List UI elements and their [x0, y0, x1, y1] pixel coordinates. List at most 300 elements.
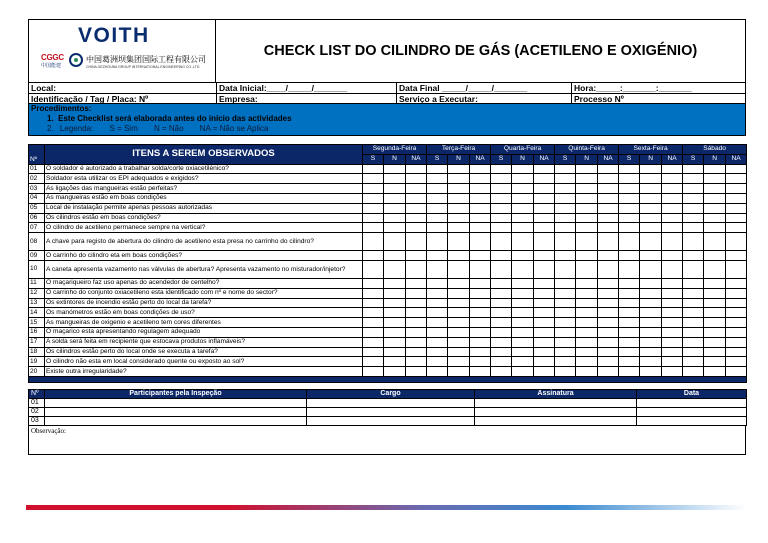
- answer-cell[interactable]: [662, 203, 683, 213]
- answer-cell[interactable]: [662, 318, 683, 328]
- answer-cell[interactable]: [619, 174, 640, 184]
- answer-cell[interactable]: [427, 337, 448, 347]
- answer-cell[interactable]: [640, 164, 662, 174]
- answer-cell[interactable]: [384, 203, 406, 213]
- answer-cell[interactable]: [427, 347, 448, 357]
- answer-cell[interactable]: [640, 223, 662, 233]
- data-inicial-field[interactable]: Data Inicial:____/_____/_______: [216, 83, 396, 93]
- answer-cell[interactable]: [555, 357, 576, 367]
- answer-cell[interactable]: [683, 184, 704, 194]
- answer-cell[interactable]: [406, 193, 427, 203]
- servico-field[interactable]: Serviço a Executar:: [396, 94, 571, 103]
- hora-field[interactable]: Hora:_____:_______:_______: [571, 83, 745, 93]
- answer-cell[interactable]: [427, 164, 448, 174]
- answer-cell[interactable]: [363, 193, 384, 203]
- answer-cell[interactable]: [640, 203, 662, 213]
- answer-cell[interactable]: [384, 233, 406, 251]
- answer-cell[interactable]: [363, 164, 384, 174]
- answer-cell[interactable]: [448, 308, 470, 318]
- answer-cell[interactable]: [662, 347, 683, 357]
- answer-cell[interactable]: [427, 327, 448, 337]
- answer-cell[interactable]: [640, 347, 662, 357]
- answer-cell[interactable]: [619, 347, 640, 357]
- data-cell[interactable]: [637, 407, 747, 416]
- answer-cell[interactable]: [534, 174, 555, 184]
- answer-cell[interactable]: [534, 327, 555, 337]
- data-cell[interactable]: [637, 416, 747, 425]
- answer-cell[interactable]: [384, 288, 406, 298]
- answer-cell[interactable]: [512, 203, 534, 213]
- answer-cell[interactable]: [491, 203, 512, 213]
- answer-cell[interactable]: [683, 337, 704, 347]
- answer-cell[interactable]: [683, 308, 704, 318]
- answer-cell[interactable]: [662, 184, 683, 194]
- answer-cell[interactable]: [726, 164, 747, 174]
- answer-cell[interactable]: [470, 164, 491, 174]
- answer-cell[interactable]: [704, 298, 726, 308]
- answer-cell[interactable]: [384, 223, 406, 233]
- answer-cell[interactable]: [363, 308, 384, 318]
- answer-cell[interactable]: [406, 233, 427, 251]
- answer-cell[interactable]: [598, 164, 619, 174]
- answer-cell[interactable]: [470, 174, 491, 184]
- answer-cell[interactable]: [576, 193, 598, 203]
- answer-cell[interactable]: [384, 278, 406, 288]
- answer-cell[interactable]: [406, 318, 427, 328]
- answer-cell[interactable]: [491, 318, 512, 328]
- answer-cell[interactable]: [576, 308, 598, 318]
- answer-cell[interactable]: [683, 251, 704, 261]
- answer-cell[interactable]: [576, 337, 598, 347]
- answer-cell[interactable]: [470, 347, 491, 357]
- answer-cell[interactable]: [726, 327, 747, 337]
- answer-cell[interactable]: [363, 213, 384, 223]
- answer-cell[interactable]: [512, 318, 534, 328]
- answer-cell[interactable]: [363, 184, 384, 194]
- answer-cell[interactable]: [534, 223, 555, 233]
- answer-cell[interactable]: [512, 367, 534, 377]
- answer-cell[interactable]: [384, 251, 406, 261]
- answer-cell[interactable]: [640, 251, 662, 261]
- answer-cell[interactable]: [726, 193, 747, 203]
- answer-cell[interactable]: [470, 203, 491, 213]
- answer-cell[interactable]: [704, 184, 726, 194]
- answer-cell[interactable]: [704, 318, 726, 328]
- answer-cell[interactable]: [448, 164, 470, 174]
- answer-cell[interactable]: [576, 223, 598, 233]
- answer-cell[interactable]: [534, 308, 555, 318]
- answer-cell[interactable]: [512, 298, 534, 308]
- answer-cell[interactable]: [704, 278, 726, 288]
- answer-cell[interactable]: [406, 251, 427, 261]
- answer-cell[interactable]: [448, 203, 470, 213]
- answer-cell[interactable]: [726, 184, 747, 194]
- answer-cell[interactable]: [534, 318, 555, 328]
- answer-cell[interactable]: [619, 223, 640, 233]
- answer-cell[interactable]: [619, 184, 640, 194]
- answer-cell[interactable]: [598, 174, 619, 184]
- answer-cell[interactable]: [662, 164, 683, 174]
- answer-cell[interactable]: [555, 164, 576, 174]
- answer-cell[interactable]: [640, 337, 662, 347]
- answer-cell[interactable]: [512, 347, 534, 357]
- answer-cell[interactable]: [598, 367, 619, 377]
- answer-cell[interactable]: [363, 327, 384, 337]
- answer-cell[interactable]: [619, 318, 640, 328]
- data-final-field[interactable]: Data Final _____/_____/_______: [396, 83, 571, 93]
- answer-cell[interactable]: [384, 184, 406, 194]
- answer-cell[interactable]: [640, 213, 662, 223]
- answer-cell[interactable]: [512, 337, 534, 347]
- answer-cell[interactable]: [384, 213, 406, 223]
- answer-cell[interactable]: [512, 213, 534, 223]
- answer-cell[interactable]: [406, 367, 427, 377]
- answer-cell[interactable]: [448, 327, 470, 337]
- answer-cell[interactable]: [427, 233, 448, 251]
- answer-cell[interactable]: [640, 318, 662, 328]
- answer-cell[interactable]: [491, 367, 512, 377]
- answer-cell[interactable]: [512, 223, 534, 233]
- answer-cell[interactable]: [704, 337, 726, 347]
- answer-cell[interactable]: [726, 223, 747, 233]
- processo-field[interactable]: Processo Nº: [571, 94, 745, 103]
- answer-cell[interactable]: [491, 357, 512, 367]
- answer-cell[interactable]: [406, 337, 427, 347]
- answer-cell[interactable]: [640, 288, 662, 298]
- answer-cell[interactable]: [427, 213, 448, 223]
- answer-cell[interactable]: [726, 347, 747, 357]
- answer-cell[interactable]: [619, 308, 640, 318]
- answer-cell[interactable]: [448, 347, 470, 357]
- answer-cell[interactable]: [491, 164, 512, 174]
- participant-name-cell[interactable]: [45, 398, 307, 407]
- answer-cell[interactable]: [576, 318, 598, 328]
- answer-cell[interactable]: [598, 298, 619, 308]
- answer-cell[interactable]: [534, 184, 555, 194]
- answer-cell[interactable]: [470, 318, 491, 328]
- answer-cell[interactable]: [555, 213, 576, 223]
- answer-cell[interactable]: [427, 260, 448, 278]
- answer-cell[interactable]: [576, 278, 598, 288]
- answer-cell[interactable]: [363, 223, 384, 233]
- answer-cell[interactable]: [470, 184, 491, 194]
- answer-cell[interactable]: [598, 251, 619, 261]
- answer-cell[interactable]: [512, 357, 534, 367]
- answer-cell[interactable]: [598, 223, 619, 233]
- answer-cell[interactable]: [448, 251, 470, 261]
- answer-cell[interactable]: [384, 357, 406, 367]
- answer-cell[interactable]: [491, 298, 512, 308]
- answer-cell[interactable]: [363, 174, 384, 184]
- answer-cell[interactable]: [448, 260, 470, 278]
- cargo-cell[interactable]: [307, 416, 475, 425]
- answer-cell[interactable]: [683, 298, 704, 308]
- assinatura-cell[interactable]: [475, 407, 637, 416]
- answer-cell[interactable]: [683, 174, 704, 184]
- answer-cell[interactable]: [406, 213, 427, 223]
- answer-cell[interactable]: [619, 288, 640, 298]
- answer-cell[interactable]: [598, 337, 619, 347]
- answer-cell[interactable]: [640, 367, 662, 377]
- answer-cell[interactable]: [555, 223, 576, 233]
- answer-cell[interactable]: [598, 318, 619, 328]
- answer-cell[interactable]: [470, 357, 491, 367]
- answer-cell[interactable]: [427, 308, 448, 318]
- answer-cell[interactable]: [427, 184, 448, 194]
- answer-cell[interactable]: [363, 298, 384, 308]
- answer-cell[interactable]: [683, 223, 704, 233]
- answer-cell[interactable]: [662, 193, 683, 203]
- answer-cell[interactable]: [640, 327, 662, 337]
- answer-cell[interactable]: [534, 367, 555, 377]
- answer-cell[interactable]: [555, 203, 576, 213]
- answer-cell[interactable]: [576, 288, 598, 298]
- answer-cell[interactable]: [640, 184, 662, 194]
- answer-cell[interactable]: [363, 288, 384, 298]
- answer-cell[interactable]: [406, 260, 427, 278]
- answer-cell[interactable]: [406, 203, 427, 213]
- answer-cell[interactable]: [512, 260, 534, 278]
- answer-cell[interactable]: [683, 278, 704, 288]
- answer-cell[interactable]: [427, 251, 448, 261]
- answer-cell[interactable]: [491, 327, 512, 337]
- assinatura-cell[interactable]: [475, 398, 637, 407]
- answer-cell[interactable]: [406, 288, 427, 298]
- answer-cell[interactable]: [534, 288, 555, 298]
- answer-cell[interactable]: [662, 367, 683, 377]
- answer-cell[interactable]: [363, 367, 384, 377]
- answer-cell[interactable]: [534, 203, 555, 213]
- answer-cell[interactable]: [470, 367, 491, 377]
- answer-cell[interactable]: [640, 174, 662, 184]
- answer-cell[interactable]: [363, 233, 384, 251]
- answer-cell[interactable]: [384, 174, 406, 184]
- answer-cell[interactable]: [662, 251, 683, 261]
- answer-cell[interactable]: [619, 278, 640, 288]
- answer-cell[interactable]: [598, 327, 619, 337]
- answer-cell[interactable]: [662, 174, 683, 184]
- answer-cell[interactable]: [576, 213, 598, 223]
- answer-cell[interactable]: [555, 337, 576, 347]
- answer-cell[interactable]: [683, 367, 704, 377]
- answer-cell[interactable]: [406, 308, 427, 318]
- answer-cell[interactable]: [448, 184, 470, 194]
- answer-cell[interactable]: [598, 184, 619, 194]
- answer-cell[interactable]: [576, 251, 598, 261]
- answer-cell[interactable]: [491, 184, 512, 194]
- answer-cell[interactable]: [704, 193, 726, 203]
- answer-cell[interactable]: [491, 223, 512, 233]
- answer-cell[interactable]: [704, 357, 726, 367]
- answer-cell[interactable]: [726, 298, 747, 308]
- answer-cell[interactable]: [619, 337, 640, 347]
- answer-cell[interactable]: [363, 318, 384, 328]
- answer-cell[interactable]: [534, 164, 555, 174]
- answer-cell[interactable]: [448, 193, 470, 203]
- answer-cell[interactable]: [704, 308, 726, 318]
- answer-cell[interactable]: [427, 278, 448, 288]
- answer-cell[interactable]: [512, 308, 534, 318]
- answer-cell[interactable]: [406, 174, 427, 184]
- answer-cell[interactable]: [640, 308, 662, 318]
- answer-cell[interactable]: [683, 318, 704, 328]
- answer-cell[interactable]: [726, 367, 747, 377]
- answer-cell[interactable]: [683, 164, 704, 174]
- answer-cell[interactable]: [491, 288, 512, 298]
- answer-cell[interactable]: [662, 357, 683, 367]
- answer-cell[interactable]: [470, 213, 491, 223]
- answer-cell[interactable]: [683, 213, 704, 223]
- answer-cell[interactable]: [555, 347, 576, 357]
- answer-cell[interactable]: [683, 327, 704, 337]
- answer-cell[interactable]: [384, 164, 406, 174]
- answer-cell[interactable]: [512, 278, 534, 288]
- answer-cell[interactable]: [448, 213, 470, 223]
- answer-cell[interactable]: [406, 184, 427, 194]
- answer-cell[interactable]: [555, 298, 576, 308]
- answer-cell[interactable]: [683, 203, 704, 213]
- answer-cell[interactable]: [704, 327, 726, 337]
- answer-cell[interactable]: [683, 260, 704, 278]
- answer-cell[interactable]: [704, 260, 726, 278]
- answer-cell[interactable]: [534, 233, 555, 251]
- answer-cell[interactable]: [534, 347, 555, 357]
- answer-cell[interactable]: [406, 164, 427, 174]
- answer-cell[interactable]: [534, 213, 555, 223]
- answer-cell[interactable]: [640, 233, 662, 251]
- answer-cell[interactable]: [512, 174, 534, 184]
- observacao-field[interactable]: [28, 426, 746, 455]
- answer-cell[interactable]: [363, 337, 384, 347]
- answer-cell[interactable]: [662, 260, 683, 278]
- answer-cell[interactable]: [555, 251, 576, 261]
- answer-cell[interactable]: [491, 193, 512, 203]
- answer-cell[interactable]: [534, 357, 555, 367]
- answer-cell[interactable]: [598, 278, 619, 288]
- answer-cell[interactable]: [470, 223, 491, 233]
- answer-cell[interactable]: [470, 233, 491, 251]
- answer-cell[interactable]: [704, 233, 726, 251]
- answer-cell[interactable]: [555, 367, 576, 377]
- answer-cell[interactable]: [726, 357, 747, 367]
- answer-cell[interactable]: [470, 337, 491, 347]
- answer-cell[interactable]: [363, 260, 384, 278]
- participant-name-cell[interactable]: [45, 407, 307, 416]
- answer-cell[interactable]: [576, 298, 598, 308]
- answer-cell[interactable]: [726, 251, 747, 261]
- answer-cell[interactable]: [384, 347, 406, 357]
- answer-cell[interactable]: [598, 213, 619, 223]
- answer-cell[interactable]: [704, 288, 726, 298]
- answer-cell[interactable]: [576, 174, 598, 184]
- answer-cell[interactable]: [406, 278, 427, 288]
- answer-cell[interactable]: [491, 213, 512, 223]
- answer-cell[interactable]: [555, 193, 576, 203]
- answer-cell[interactable]: [598, 233, 619, 251]
- answer-cell[interactable]: [555, 318, 576, 328]
- answer-cell[interactable]: [576, 260, 598, 278]
- answer-cell[interactable]: [448, 233, 470, 251]
- answer-cell[interactable]: [363, 347, 384, 357]
- answer-cell[interactable]: [619, 327, 640, 337]
- answer-cell[interactable]: [534, 337, 555, 347]
- answer-cell[interactable]: [470, 193, 491, 203]
- answer-cell[interactable]: [726, 337, 747, 347]
- answer-cell[interactable]: [427, 223, 448, 233]
- answer-cell[interactable]: [704, 251, 726, 261]
- answer-cell[interactable]: [427, 298, 448, 308]
- answer-cell[interactable]: [576, 184, 598, 194]
- answer-cell[interactable]: [448, 278, 470, 288]
- answer-cell[interactable]: [427, 318, 448, 328]
- answer-cell[interactable]: [448, 318, 470, 328]
- answer-cell[interactable]: [555, 184, 576, 194]
- answer-cell[interactable]: [683, 233, 704, 251]
- answer-cell[interactable]: [534, 298, 555, 308]
- answer-cell[interactable]: [448, 288, 470, 298]
- answer-cell[interactable]: [512, 251, 534, 261]
- answer-cell[interactable]: [470, 308, 491, 318]
- answer-cell[interactable]: [427, 203, 448, 213]
- data-cell[interactable]: [637, 398, 747, 407]
- answer-cell[interactable]: [704, 223, 726, 233]
- answer-cell[interactable]: [619, 213, 640, 223]
- answer-cell[interactable]: [512, 184, 534, 194]
- answer-cell[interactable]: [704, 347, 726, 357]
- answer-cell[interactable]: [555, 288, 576, 298]
- answer-cell[interactable]: [598, 308, 619, 318]
- answer-cell[interactable]: [384, 327, 406, 337]
- answer-cell[interactable]: [448, 337, 470, 347]
- answer-cell[interactable]: [512, 233, 534, 251]
- answer-cell[interactable]: [598, 288, 619, 298]
- answer-cell[interactable]: [491, 337, 512, 347]
- answer-cell[interactable]: [726, 318, 747, 328]
- answer-cell[interactable]: [576, 203, 598, 213]
- answer-cell[interactable]: [683, 347, 704, 357]
- answer-cell[interactable]: [555, 327, 576, 337]
- answer-cell[interactable]: [619, 164, 640, 174]
- answer-cell[interactable]: [576, 164, 598, 174]
- answer-cell[interactable]: [640, 298, 662, 308]
- answer-cell[interactable]: [470, 298, 491, 308]
- answer-cell[interactable]: [726, 260, 747, 278]
- answer-cell[interactable]: [704, 203, 726, 213]
- answer-cell[interactable]: [512, 193, 534, 203]
- answer-cell[interactable]: [534, 260, 555, 278]
- answer-cell[interactable]: [491, 251, 512, 261]
- answer-cell[interactable]: [598, 260, 619, 278]
- answer-cell[interactable]: [384, 337, 406, 347]
- answer-cell[interactable]: [619, 203, 640, 213]
- answer-cell[interactable]: [619, 233, 640, 251]
- answer-cell[interactable]: [470, 278, 491, 288]
- answer-cell[interactable]: [491, 260, 512, 278]
- answer-cell[interactable]: [662, 327, 683, 337]
- answer-cell[interactable]: [704, 213, 726, 223]
- answer-cell[interactable]: [491, 233, 512, 251]
- answer-cell[interactable]: [406, 357, 427, 367]
- answer-cell[interactable]: [576, 367, 598, 377]
- local-field[interactable]: Local:: [31, 83, 57, 93]
- answer-cell[interactable]: [640, 357, 662, 367]
- answer-cell[interactable]: [555, 308, 576, 318]
- answer-cell[interactable]: [662, 288, 683, 298]
- answer-cell[interactable]: [363, 203, 384, 213]
- answer-cell[interactable]: [470, 251, 491, 261]
- answer-cell[interactable]: [534, 278, 555, 288]
- cargo-cell[interactable]: [307, 407, 475, 416]
